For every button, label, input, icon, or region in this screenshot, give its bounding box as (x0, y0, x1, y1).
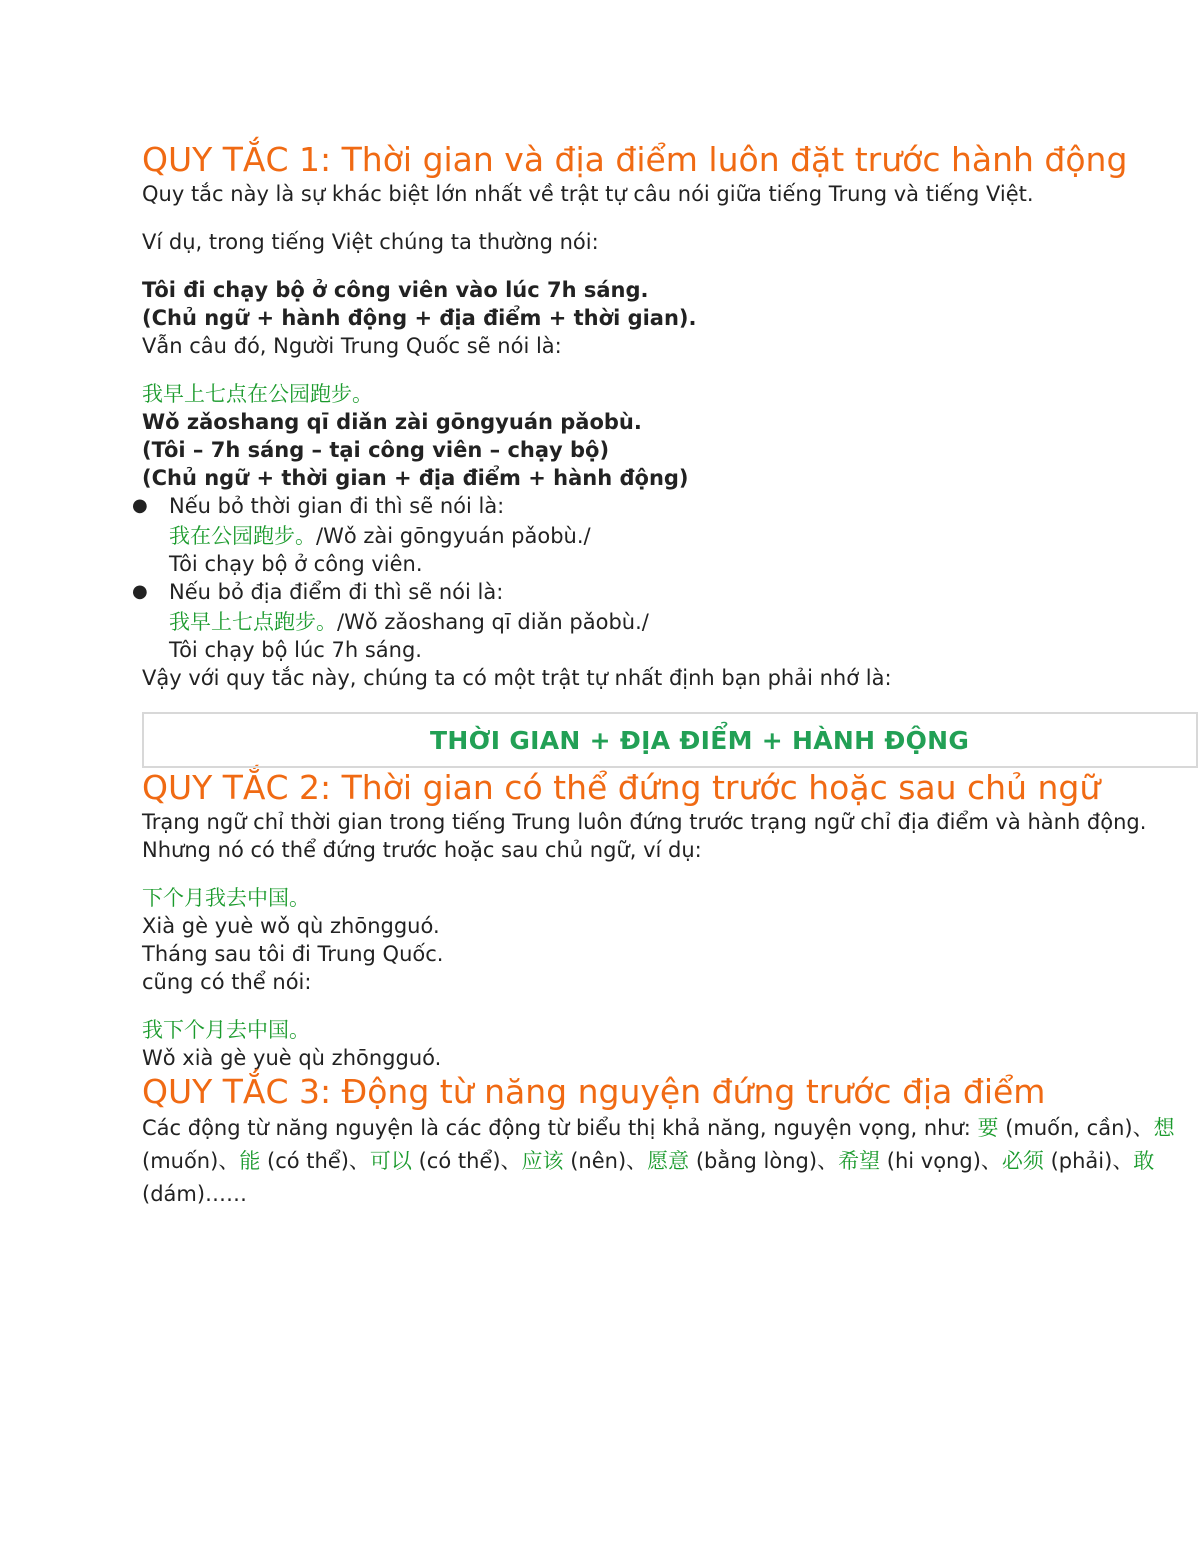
rule1-pinyin: Wǒ zǎoshang qī diǎn zài gōngyuán pǎobù. (142, 410, 642, 434)
formula-box (142, 712, 1198, 768)
rule3-intro-start: Các động từ năng nguyện là các động từ biểu thị khả năng, nguyện vọng, như: (142, 1116, 978, 1140)
rule2-also: cũng có thể nói: (142, 970, 312, 994)
modal-verb-cn: 可以 (369, 1149, 412, 1173)
list-item (132, 578, 1182, 664)
modal-verb-meaning: (nên) (570, 1149, 627, 1173)
modal-verb-cn: 必须 (1001, 1149, 1044, 1173)
rule1-cn-intro: Vẫn câu đó, Người Trung Quốc sẽ nói là: (142, 334, 562, 358)
ellipsis: …… (205, 1182, 248, 1206)
rule3-heading: QUY TẮC 3: Động từ năng nguyện đứng trước địa điểm (142, 1072, 1046, 1111)
modal-verb-cn: 想 (1153, 1116, 1175, 1140)
modal-verb-meaning: (bằng lòng) (695, 1149, 818, 1173)
separator: 、 (626, 1149, 648, 1173)
separator: 、 (817, 1149, 839, 1173)
rule1-example-intro: Ví dụ, trong tiếng Việt chúng ta thường nói: (142, 230, 599, 254)
rule1-intro: Quy tắc này là sự khác biệt lớn nhất về trật tự câu nói giữa tiếng Trung và tiếng Việt. (142, 182, 1034, 206)
separator: 、 (1112, 1149, 1134, 1173)
rule2-intro: Trạng ngữ chỉ thời gian trong tiếng Trung luôn đứng trước trạng ngữ chỉ địa điểm và hành động. Nhưng nó có thể đứng trước hoặc sau chủ ngữ, ví dụ: (142, 810, 1147, 862)
modal-verb-meaning: (hi vọng) (886, 1149, 981, 1173)
rule1-cn-structure: (Chủ ngữ + thời gian + địa điểm + hành động) (142, 466, 689, 490)
modal-verb-cn: 能 (239, 1149, 261, 1173)
bullet-cn: 我在公园跑步。 (169, 524, 316, 548)
modal-verb-cn: 应该 (521, 1149, 564, 1173)
bullet-icon: ● (132, 581, 148, 602)
separator: 、 (500, 1149, 522, 1173)
bullet-lead: Nếu bỏ thời gian đi thì sẽ nói là: (169, 494, 505, 518)
rule1-bullet-list (132, 492, 1182, 664)
bullet-vn: Tôi chạy bộ ở công viên. (169, 552, 423, 576)
separator: 、 (980, 1149, 1002, 1173)
bullet-pinyin: /Wǒ zài gōngyuán pǎobù./ (316, 524, 591, 548)
rule1-vn-sentence: Tôi đi chạy bộ ở công viên vào lúc 7h sáng. (142, 278, 649, 302)
rule2-ex1-vn: Tháng sau tôi đi Trung Quốc. (142, 942, 444, 966)
rule1-cn-sentence: 我早上七点在公园跑步。 (142, 382, 373, 406)
modal-verb-cn: 愿意 (647, 1149, 690, 1173)
rule1-vn-structure: (Chủ ngữ + hành động + địa điểm + thời gian). (142, 306, 697, 330)
modal-verb-meaning: (phải) (1050, 1149, 1113, 1173)
bullet-vn: Tôi chạy bộ lúc 7h sáng. (169, 638, 422, 662)
modal-verb-meaning: (có thể) (267, 1149, 349, 1173)
separator: 、 (1132, 1116, 1154, 1140)
modal-verb-meaning: (muốn) (142, 1149, 219, 1173)
separator: 、 (348, 1149, 370, 1173)
rule2-ex1-cn: 下个月我去中国。 (142, 886, 310, 910)
modal-verb-cn: 敢 (1133, 1149, 1155, 1173)
modal-verb-meaning: (muốn, cần) (1005, 1116, 1133, 1140)
rule2-ex1-pinyin: Xià gè yuè wǒ qù zhōngguó. (142, 914, 440, 938)
rule3-intro (142, 1112, 1182, 1211)
rule2-ex2-pinyin: Wǒ xià gè yuè qù zhōngguó. (142, 1046, 442, 1070)
rule1-heading: QUY TẮC 1: Thời gian và địa điểm luôn đặt trước hành động (142, 140, 1128, 179)
modal-verb-cn: 要 (977, 1116, 999, 1140)
bullet-example (169, 608, 1182, 636)
bullet-example (169, 522, 1182, 550)
formula-text: THỜI GIAN + ĐỊA ĐIỂM + HÀNH ĐỘNG (430, 726, 970, 755)
rule2-heading: QUY TẮC 2: Thời gian có thể đứng trước hoặc sau chủ ngữ (142, 768, 1101, 807)
modal-verb-meaning: (có thể) (418, 1149, 501, 1173)
bullet-lead: Nếu bỏ địa điểm đi thì sẽ nói là: (169, 580, 504, 604)
modal-verb-meaning: (dám) (142, 1182, 206, 1206)
bullet-cn: 我早上七点跑步。 (169, 610, 337, 634)
modal-verb-cn: 希望 (838, 1149, 881, 1173)
document-page (132, 140, 1182, 1211)
bullet-icon: ● (132, 495, 148, 516)
separator: 、 (218, 1149, 240, 1173)
rule2-ex2-cn: 我下个月去中国。 (142, 1018, 310, 1042)
bullet-pinyin: /Wǒ zǎoshang qī diǎn pǎobù./ (337, 610, 649, 634)
rule1-gloss: (Tôi – 7h sáng – tại công viên – chạy bộ) (142, 438, 610, 462)
list-item (132, 492, 1182, 578)
rule1-conclusion: Vậy với quy tắc này, chúng ta có một trật tự nhất định bạn phải nhớ là: (142, 666, 892, 690)
